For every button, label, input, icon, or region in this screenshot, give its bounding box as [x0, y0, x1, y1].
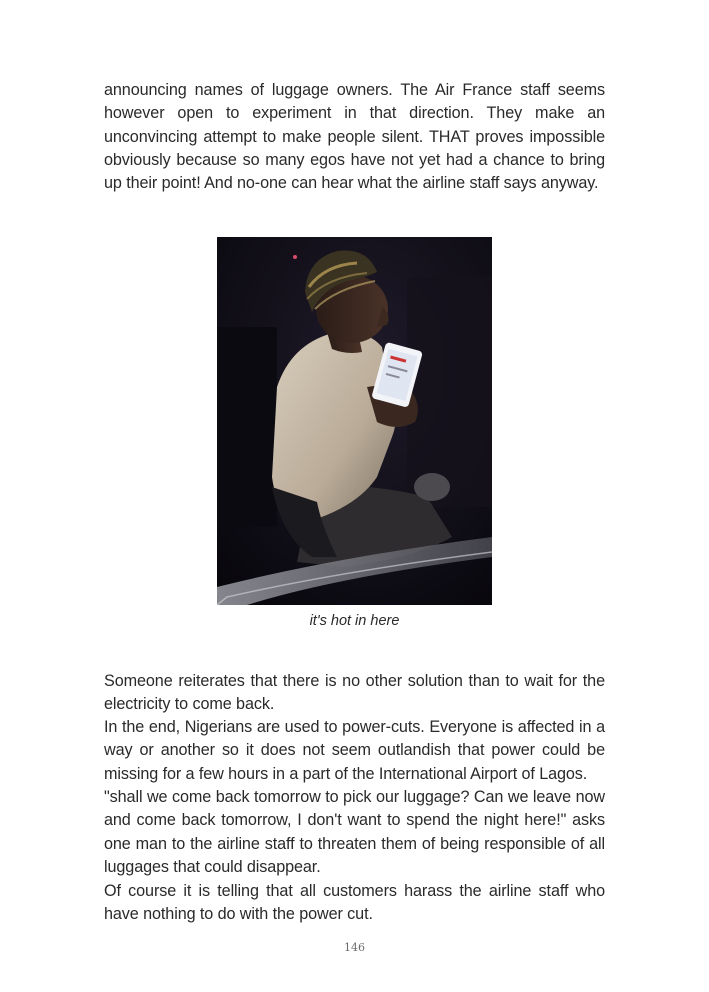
body-paragraph: announcing names of luggage owners. The Air France staff seems however open to experiment in that direction. They make an unconvincing attempt to make people silent. THAT proves impossible obviously because so many egos have not yet had a chance to bring up their point! And no-one can hear what the airline staff says anyway. — [104, 81, 605, 193]
photo-woman-in-dark — [217, 237, 492, 605]
body-paragraph: "shall we come back tomorrow to pick our luggage? Can we leave now and come back tomorrow, I don't want to spend the night here!" asks one man to the airline staff to threaten them of being responsible of all luggages that could disappear. — [104, 788, 605, 876]
body-paragraph: In the end, Nigerians are used to power-cuts. Everyone is affected in a way or another so it does not seem outlandish that power could be missing for a few hours in a part of the International Airport of Lagos. — [104, 718, 605, 783]
figure-caption: it's hot in here — [309, 613, 400, 629]
photo-illustration — [217, 237, 492, 605]
body-paragraph: Someone reiterates that there is no other solution than to wait for the electricity to come back. — [104, 672, 605, 714]
page-number: 146 — [344, 941, 365, 954]
body-paragraph: Of course it is telling that all customers harass the airline staff who have nothing to do with the power cut. — [104, 882, 605, 924]
